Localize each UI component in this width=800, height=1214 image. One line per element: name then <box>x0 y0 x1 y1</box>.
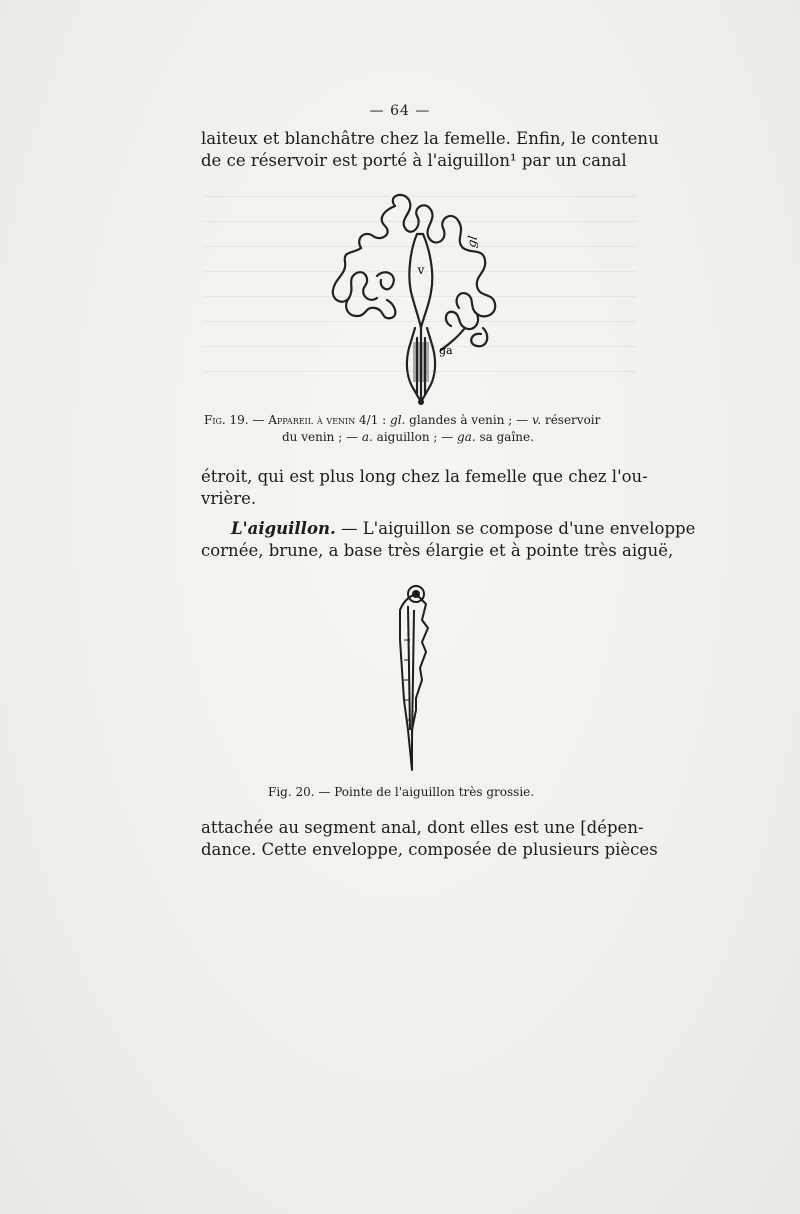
text-line: attachée au segment anal, dont elles est une [dépen- <box>201 818 644 837</box>
caption-text: aiguillon ; — <box>372 430 458 444</box>
figure-19-venom-apparatus <box>325 188 515 410</box>
gland-tubule <box>471 328 487 346</box>
text-line: étroit, qui est plus long chez la femelle que chez l'ou- <box>201 467 648 486</box>
figure-19-caption <box>204 412 644 446</box>
caption-text: réservoir <box>541 413 601 427</box>
caption-abbrev: gl. <box>390 413 406 427</box>
gland-tubule <box>346 298 395 318</box>
caption-text: glandes à venin ; — <box>405 413 532 427</box>
figure-20-caption: Fig. 20. — Pointe de l'aiguillon très grossie. <box>268 785 535 799</box>
figure-20-sting-point <box>382 580 442 776</box>
text-line: de ce réservoir est porté à l'aiguillon¹ par un canal <box>201 151 627 170</box>
paragraph-1 <box>201 128 659 172</box>
caption-abbrev: v. <box>531 413 542 427</box>
venom-reservoir <box>409 234 432 328</box>
sting-inner-line <box>408 606 410 730</box>
caption-text: sa gaîne. <box>475 430 534 444</box>
section-heading: L'aiguillon. <box>231 519 336 538</box>
gland-tubule <box>393 195 433 238</box>
heading-dash: — <box>335 519 363 538</box>
caption-prefix: Fig. 19. — Appareil à venin 4/1 : <box>204 413 391 427</box>
text-line: cornée, brune, a base très élargie et à pointe très aiguë, <box>201 541 674 560</box>
caption-text: du venin ; — <box>282 430 362 444</box>
text-line: L'aiguillon se compose d'une enveloppe <box>362 519 696 538</box>
gland-tubule <box>446 312 478 329</box>
label-gl: gl <box>464 234 480 249</box>
caption-abbrev: a. <box>361 430 373 444</box>
gland-tubule <box>457 248 496 316</box>
gland-tubule <box>429 216 463 248</box>
paragraph-3 <box>201 518 696 562</box>
page-number: — 64 — <box>369 103 431 119</box>
caption-abbrev: ga. <box>457 430 476 444</box>
text-line: dance. Cette enveloppe, composée de plusieurs pièces <box>201 840 658 859</box>
label-v: v <box>417 263 425 277</box>
gland-tubule <box>333 248 377 302</box>
text-line: laiteux et blanchâtre chez la femelle. Enfin, le contenu <box>201 129 659 148</box>
paragraph-4 <box>201 817 658 861</box>
label-ga: ga <box>439 344 453 357</box>
gland-tubule <box>359 206 395 248</box>
paragraph-2 <box>201 466 648 510</box>
text-line: vrière. <box>201 489 257 508</box>
gland-tubule <box>377 272 394 289</box>
